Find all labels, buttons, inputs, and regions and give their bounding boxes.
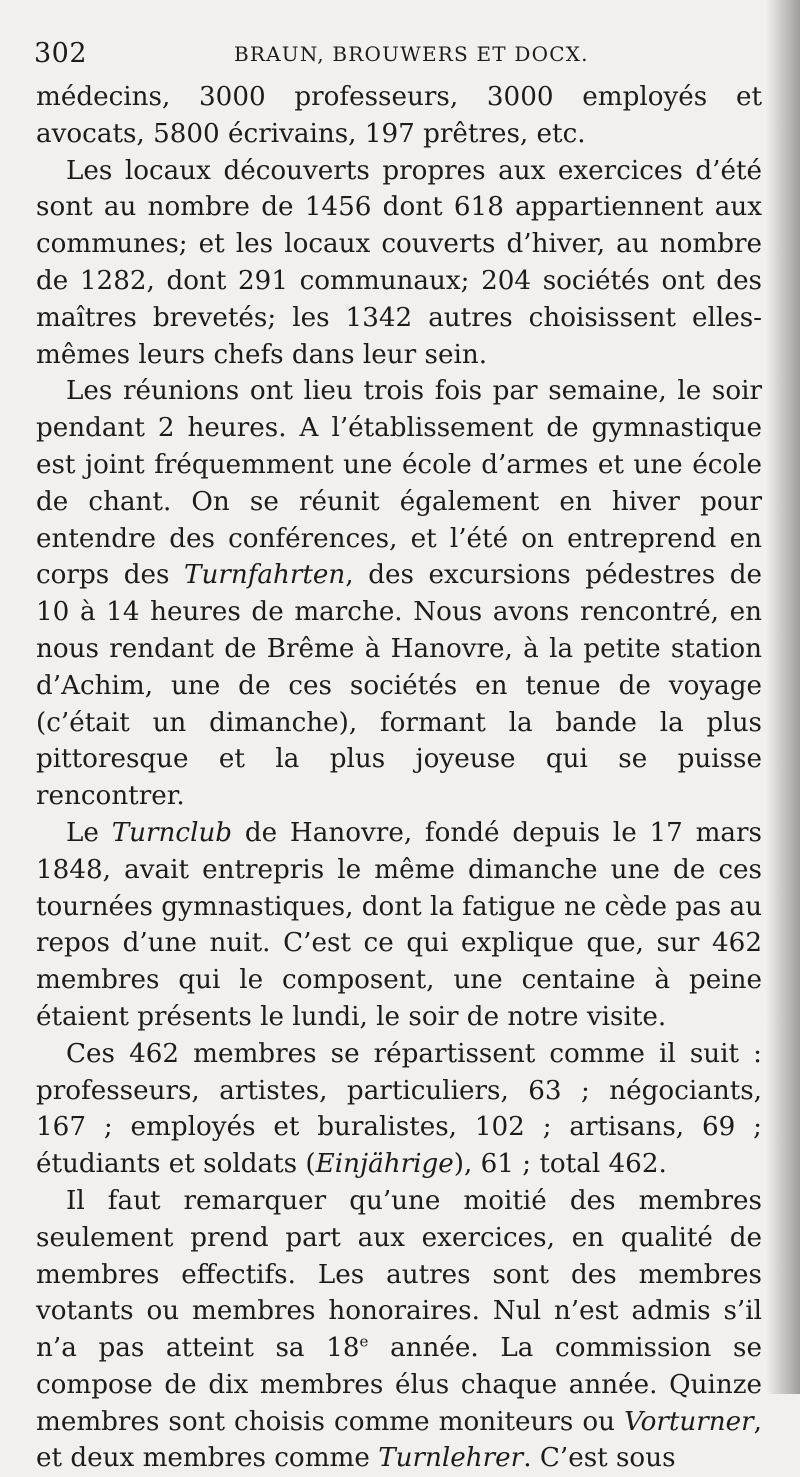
paragraph-text-start: Les réunions ont lieu trois fois par semaine, le soir pendant 2 heures. A l’établissement de gymnastique est joint fréquemment une école d’armes et une école de chant. On se réunit également en hiver pour entendre des conférences, et l’été on entreprend en corps des: [36, 376, 762, 591]
paragraph-reunions: [36, 373, 762, 815]
page-number: 302: [34, 38, 88, 69]
paragraph-moitie: [36, 1183, 762, 1477]
paragraph-text-part: , et deux membres comme: [36, 1406, 762, 1474]
italic-term: Turnfahrten: [184, 560, 346, 591]
italic-term: Turnclub: [111, 817, 233, 848]
italic-term: Einjährige: [315, 1149, 454, 1180]
running-head: BRAUN, BROUWERS ET DOCX.: [234, 42, 589, 66]
page-edge-shadow: [766, 0, 800, 1394]
paragraph-text-end: de Hanovre, fondé depuis le 17 mars 1848, avait entrepris le même dimanche une de ces tournées gymnastiques, dont la fatigue ne cède pas au repos d’une nuit. C’est ce qui explique que, sur 462 membres qui le composent, une centaine à peine étaient présents le lundi, le soir de notre visite.: [36, 817, 762, 1032]
superscript: e: [359, 1332, 369, 1351]
paragraph-locaux: [36, 153, 762, 374]
paragraph-text-start: Le: [66, 817, 112, 848]
paragraph-turnclub: [36, 815, 762, 1036]
paragraph-membres: [36, 1036, 762, 1183]
paragraph-text-end: , des excursions pédestres de 10 à 14 heures de marche. Nous avons rencontré, en nous rendant de Brême à Hanovre, à la petite station d’Achim, une de ces sociétés en tenue de voyage (c’était un dimanche), formant la bande la plus pittoresque et la plus joyeuse qui se puisse rencontrer.: [36, 560, 762, 812]
paragraph-text-part: . C’est sous: [523, 1443, 676, 1474]
paragraph-text-part: Il faut remarquer qu’une moitié des membres seulement prend part aux exercices, en qualité de membres effectifs. Les autres sont des membres votants ou membres honoraires. Nul n’est admis s’il n’a pas atteint sa 18: [36, 1185, 762, 1364]
paragraph-continuation: [36, 79, 762, 153]
page-header: [34, 38, 764, 74]
italic-term: Turnlehrer: [378, 1443, 524, 1474]
body-text: [36, 79, 762, 1477]
paragraph-text-part: année. La commission se compose de dix membres élus chaque année. Quinze membres sont choisis comme moniteurs ou: [36, 1333, 762, 1437]
italic-term: Vorturner: [624, 1406, 754, 1437]
paragraph-text-end: ), 61 ; total 462.: [453, 1149, 667, 1180]
paragraph-text: médecins, 3000 professeurs, 3000 employés et avocats, 5800 écrivains, 197 prêtres, etc.: [36, 82, 762, 149]
paragraph-text: Les locaux découverts propres aux exercices d’été sont au nombre de 1456 dont 618 appartiennent aux communes; et les locaux couverts d’hiver, au nombre de 1282, dont 291 communaux; 204 sociétés ont des maîtres brevetés; les 1342 autres choisissent elles-mêmes leurs chefs dans leur sein.: [36, 155, 762, 370]
paragraph-text-start: Ces 462 membres se répartissent comme il suit : professeurs, artistes, particuliers, 63 ; négociants, 167 ; employés et buralistes, 102 ; artisans, 69 ; étudiants et soldats (: [36, 1038, 762, 1180]
